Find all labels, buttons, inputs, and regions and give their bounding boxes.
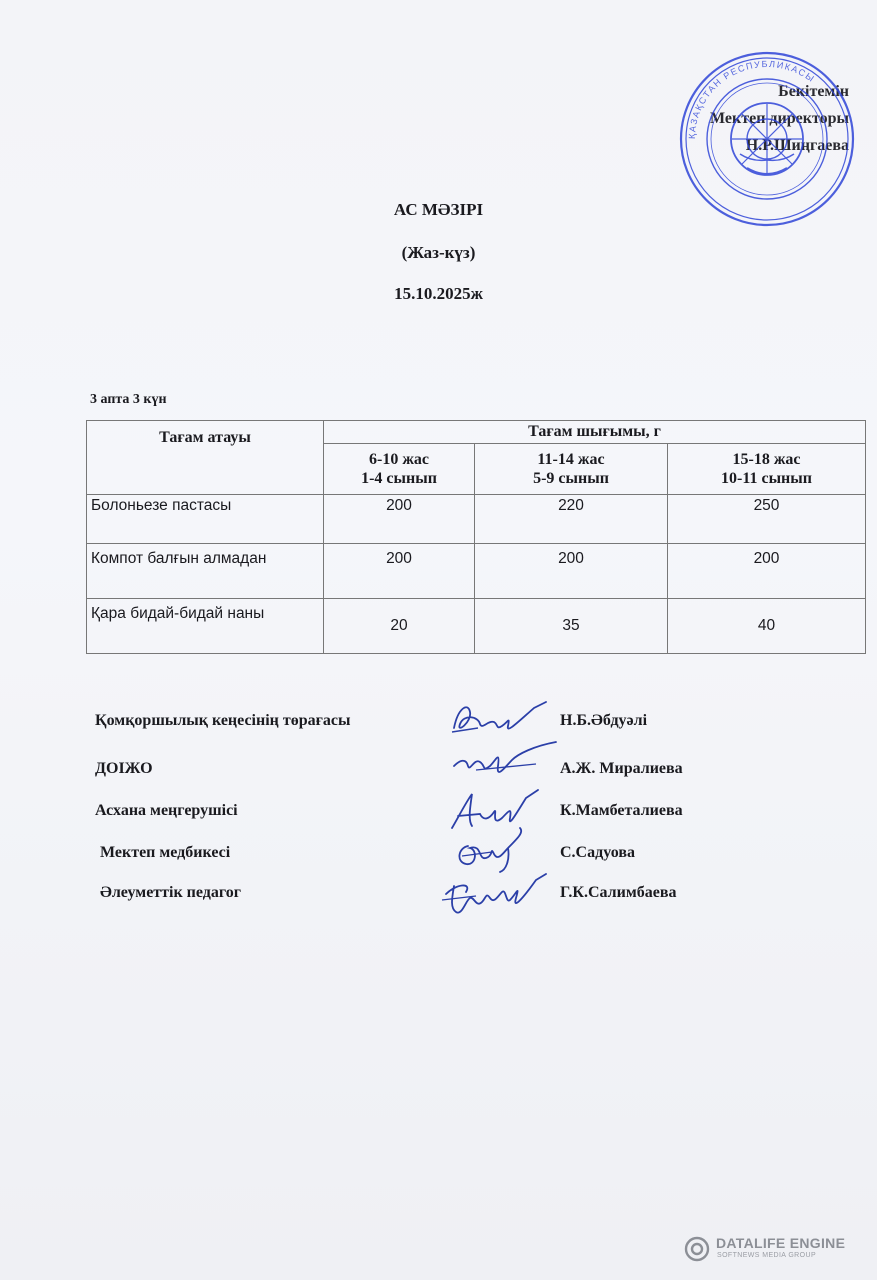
yield-value: 20 — [324, 599, 475, 654]
signatory-role: Қомқоршылық кеңесінің төрағасы — [95, 712, 351, 729]
column-dish-name: Тағам атауы — [87, 421, 324, 495]
menu-table — [86, 420, 866, 654]
document-date: 15.10.2025ж — [394, 284, 483, 303]
signatory-role: Асхана меңгерушісі — [95, 802, 238, 819]
yield-value: 250 — [668, 495, 866, 544]
stamp-text: ҚАЗАҚСТАН РЕСПУБЛИКАСЫ — [686, 58, 817, 140]
signatory-name: К.Мамбеталиева — [560, 802, 683, 819]
signatory-name: С.Садуова — [560, 844, 636, 861]
handwritten-signature — [446, 736, 566, 788]
document-title: АС МӘЗІРІ — [393, 200, 484, 219]
week-day-label: 3 апта 3 күн — [90, 392, 167, 407]
grade-range: 1-4 сынып — [361, 470, 437, 487]
grade-range: 10-11 сынып — [721, 470, 812, 487]
yield-value: 200 — [324, 544, 475, 599]
age-range: 11-14 жас — [537, 451, 605, 468]
yield-value: 200 — [324, 495, 475, 544]
age-range: 15-18 жас — [732, 451, 801, 468]
datalife-watermark — [684, 1232, 864, 1268]
signature-row — [0, 760, 877, 800]
watermark-title: DATALIFE ENGINE — [716, 1235, 846, 1251]
table-row — [87, 495, 866, 544]
signature-row — [0, 712, 877, 752]
handwritten-signature — [436, 870, 556, 922]
watermark-subtitle: SOFTNEWS MEDIA GROUP — [717, 1252, 817, 1259]
document-season: (Жаз-күз) — [401, 243, 476, 262]
dish-name: Болоньезе пастасы — [87, 495, 324, 544]
signatory-role: ДОІЖО — [95, 760, 153, 777]
signature-row — [0, 884, 877, 924]
approval-title: Бекітемін — [778, 83, 849, 100]
dish-name: Қара бидай-бидай наны — [87, 599, 324, 654]
grade-range: 5-9 сынып — [533, 470, 609, 487]
signatory-role: Әлеуметтік педагог — [100, 884, 242, 901]
signatory-name: А.Ж. Миралиева — [560, 760, 683, 777]
table-row — [87, 599, 866, 654]
handwritten-signature — [448, 824, 558, 874]
signatory-name: Г.К.Салимбаева — [560, 884, 677, 901]
age-group-header — [668, 444, 866, 495]
column-dish-yield: Тағам шығымы, г — [324, 421, 866, 444]
signatory-name: Н.Б.Әбдуәлі — [560, 712, 648, 729]
dish-name: Компот балғын алмадан — [87, 544, 324, 599]
age-group-header — [475, 444, 668, 495]
age-group-header — [324, 444, 475, 495]
yield-value: 200 — [475, 544, 668, 599]
yield-value: 220 — [475, 495, 668, 544]
svg-text:ҚАЗАҚСТАН РЕСПУБЛИКАСЫ — [687, 59, 817, 139]
yield-value: 40 — [668, 599, 866, 654]
datalife-logo-icon — [684, 1236, 710, 1262]
age-range: 6-10 жас — [368, 451, 430, 468]
signature-row — [0, 802, 877, 842]
signatory-role: Мектеп медбикесі — [100, 844, 231, 861]
yield-value: 200 — [668, 544, 866, 599]
table-row — [87, 544, 866, 599]
approval-name: Н.Р.Шиңгаева — [745, 137, 849, 154]
yield-value: 35 — [475, 599, 668, 654]
approval-position: Мектеп директоры — [710, 110, 849, 127]
